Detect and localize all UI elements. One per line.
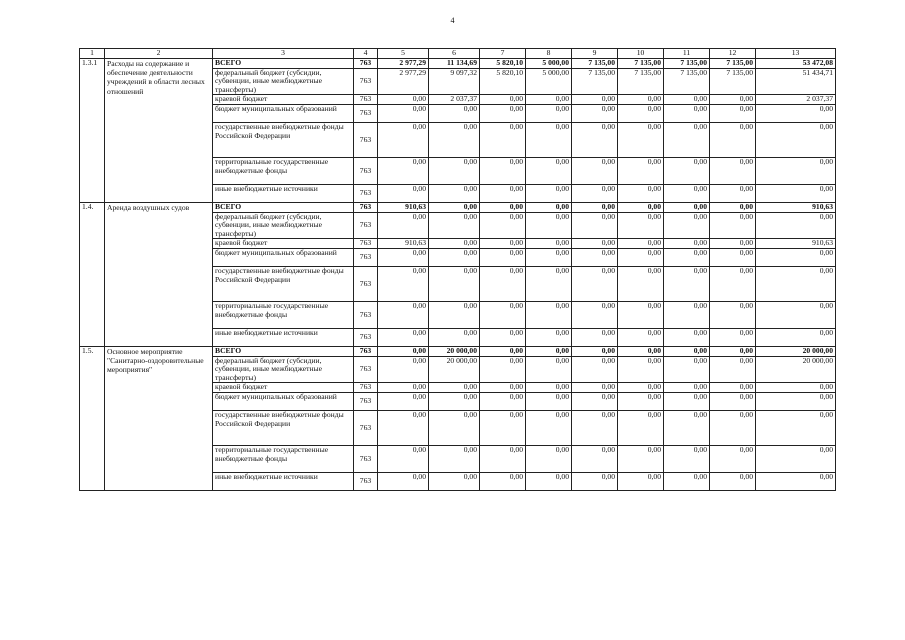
- section-name: Расходы на содержание и обеспечение деятельности учреждений в области лесных отношений: [105, 59, 213, 203]
- section-name: Аренда воздушных судов: [105, 202, 213, 346]
- amount-cell: 0,00: [710, 383, 756, 393]
- kbk-code: 763: [354, 202, 378, 212]
- funding-source: ВСЕГО: [213, 202, 354, 212]
- amount-cell: 0,00: [480, 104, 526, 122]
- amount-cell: 20 000,00: [429, 346, 480, 356]
- amount-cell: 0,00: [572, 184, 618, 202]
- amount-cell: 0,00: [664, 184, 710, 202]
- funding-source: иные внебюджетные источники: [213, 184, 354, 202]
- amount-cell: 0,00: [572, 157, 618, 184]
- total-row: [80, 59, 836, 69]
- amount-cell: 7 135,00: [664, 59, 710, 69]
- funding-source: государственные внебюджетные фонды Российской Федерации: [213, 266, 354, 301]
- amount-cell: 7 135,00: [572, 59, 618, 69]
- column-number: 11: [664, 49, 710, 59]
- amount-cell: 0,00: [526, 410, 572, 445]
- amount-cell: 0,00: [664, 266, 710, 301]
- kbk-code: 763: [354, 346, 378, 356]
- amount-cell: 53 472,08: [756, 59, 836, 69]
- amount-cell: 11 134,69: [429, 59, 480, 69]
- amount-cell: 0,00: [480, 410, 526, 445]
- amount-cell: 0,00: [480, 346, 526, 356]
- budget-table: [79, 48, 836, 491]
- amount-cell: 0,00: [480, 122, 526, 157]
- funding-source: государственные внебюджетные фонды Российской Федерации: [213, 410, 354, 445]
- amount-cell: 0,00: [480, 248, 526, 266]
- column-number: 1: [80, 49, 105, 59]
- amount-cell: 0,00: [572, 472, 618, 490]
- amount-cell: 5 000,00: [526, 68, 572, 95]
- amount-cell: 0,00: [710, 212, 756, 239]
- amount-cell: 0,00: [664, 472, 710, 490]
- amount-cell: 910,63: [756, 202, 836, 212]
- amount-cell: 0,00: [710, 266, 756, 301]
- amount-cell: 0,00: [664, 104, 710, 122]
- amount-cell: 0,00: [618, 445, 664, 472]
- amount-cell: 0,00: [572, 266, 618, 301]
- amount-cell: 0,00: [378, 383, 429, 393]
- amount-cell: 0,00: [378, 212, 429, 239]
- amount-cell: 0,00: [710, 445, 756, 472]
- amount-cell: 9 097,32: [429, 68, 480, 95]
- amount-cell: 2 977,29: [378, 68, 429, 95]
- amount-cell: 0,00: [429, 328, 480, 346]
- amount-cell: 0,00: [572, 212, 618, 239]
- amount-cell: 0,00: [526, 212, 572, 239]
- amount-cell: 0,00: [429, 212, 480, 239]
- amount-cell: 0,00: [710, 472, 756, 490]
- amount-cell: 0,00: [572, 239, 618, 249]
- amount-cell: 0,00: [572, 383, 618, 393]
- amount-cell: 0,00: [378, 410, 429, 445]
- funding-source: бюджет муниципальных образований: [213, 248, 354, 266]
- amount-cell: 0,00: [710, 157, 756, 184]
- amount-cell: 0,00: [710, 239, 756, 249]
- amount-cell: 0,00: [378, 445, 429, 472]
- total-row: [80, 346, 836, 356]
- funding-source: иные внебюджетные источники: [213, 328, 354, 346]
- funding-source: федеральный бюджет (субсидии, субвенции, иные межбюджетные трансферты): [213, 356, 354, 383]
- amount-cell: 0,00: [378, 104, 429, 122]
- amount-cell: 0,00: [664, 445, 710, 472]
- amount-cell: 0,00: [710, 410, 756, 445]
- column-number: 9: [572, 49, 618, 59]
- amount-cell: 0,00: [429, 301, 480, 328]
- amount-cell: 0,00: [572, 328, 618, 346]
- column-number: 6: [429, 49, 480, 59]
- amount-cell: 0,00: [429, 239, 480, 249]
- amount-cell: 0,00: [618, 239, 664, 249]
- amount-cell: 0,00: [378, 184, 429, 202]
- amount-cell: 0,00: [480, 392, 526, 410]
- amount-cell: 5 820,10: [480, 59, 526, 69]
- amount-cell: 0,00: [618, 301, 664, 328]
- amount-cell: 7 135,00: [710, 68, 756, 95]
- amount-cell: 0,00: [664, 328, 710, 346]
- kbk-code: 763: [354, 445, 378, 472]
- kbk-code: 763: [354, 59, 378, 69]
- amount-cell: 0,00: [526, 346, 572, 356]
- amount-cell: 0,00: [526, 104, 572, 122]
- amount-cell: 0,00: [618, 212, 664, 239]
- amount-cell: 0,00: [378, 248, 429, 266]
- kbk-code: 763: [354, 301, 378, 328]
- amount-cell: 0,00: [378, 122, 429, 157]
- amount-cell: 0,00: [618, 104, 664, 122]
- amount-cell: 0,00: [756, 410, 836, 445]
- amount-cell: 2 977,29: [378, 59, 429, 69]
- amount-cell: 0,00: [664, 95, 710, 105]
- funding-source: территориальные государственные внебюджетные фонды: [213, 301, 354, 328]
- funding-source: федеральный бюджет (субсидии, субвенции, иные межбюджетные трансферты): [213, 68, 354, 95]
- amount-cell: 0,00: [664, 239, 710, 249]
- amount-cell: 0,00: [618, 392, 664, 410]
- amount-cell: 0,00: [618, 122, 664, 157]
- kbk-code: 763: [354, 472, 378, 490]
- amount-cell: 2 037,37: [756, 95, 836, 105]
- amount-cell: 0,00: [664, 392, 710, 410]
- amount-cell: 7 135,00: [664, 68, 710, 95]
- column-number: 12: [710, 49, 756, 59]
- funding-source: государственные внебюджетные фонды Российской Федерации: [213, 122, 354, 157]
- amount-cell: 0,00: [618, 266, 664, 301]
- amount-cell: 0,00: [526, 202, 572, 212]
- amount-cell: 0,00: [618, 328, 664, 346]
- amount-cell: 0,00: [572, 301, 618, 328]
- amount-cell: 910,63: [378, 239, 429, 249]
- amount-cell: 0,00: [480, 472, 526, 490]
- funding-source: бюджет муниципальных образований: [213, 104, 354, 122]
- amount-cell: 0,00: [572, 122, 618, 157]
- amount-cell: 0,00: [572, 95, 618, 105]
- amount-cell: 0,00: [526, 122, 572, 157]
- amount-cell: 0,00: [480, 239, 526, 249]
- amount-cell: 0,00: [526, 383, 572, 393]
- column-number: 3: [213, 49, 354, 59]
- column-number: 7: [480, 49, 526, 59]
- amount-cell: 0,00: [378, 472, 429, 490]
- amount-cell: 0,00: [429, 383, 480, 393]
- amount-cell: 0,00: [526, 184, 572, 202]
- section-name: Основное мероприятие "Санитарно-оздоровительные мероприятия": [105, 346, 213, 490]
- amount-cell: 0,00: [618, 356, 664, 383]
- amount-cell: 0,00: [756, 122, 836, 157]
- total-row: [80, 202, 836, 212]
- column-number: 8: [526, 49, 572, 59]
- amount-cell: 0,00: [378, 95, 429, 105]
- amount-cell: 0,00: [618, 472, 664, 490]
- amount-cell: 0,00: [756, 472, 836, 490]
- kbk-code: 763: [354, 68, 378, 95]
- amount-cell: 0,00: [526, 445, 572, 472]
- funding-source: бюджет муниципальных образований: [213, 392, 354, 410]
- kbk-code: 763: [354, 157, 378, 184]
- amount-cell: 0,00: [378, 346, 429, 356]
- amount-cell: 0,00: [378, 266, 429, 301]
- amount-cell: 0,00: [526, 266, 572, 301]
- amount-cell: 0,00: [429, 248, 480, 266]
- amount-cell: 0,00: [480, 266, 526, 301]
- amount-cell: 0,00: [378, 356, 429, 383]
- kbk-code: 763: [354, 410, 378, 445]
- amount-cell: 2 037,37: [429, 95, 480, 105]
- column-number: 13: [756, 49, 836, 59]
- amount-cell: 7 135,00: [618, 59, 664, 69]
- amount-cell: 0,00: [429, 104, 480, 122]
- amount-cell: 0,00: [572, 392, 618, 410]
- amount-cell: 0,00: [572, 346, 618, 356]
- amount-cell: 0,00: [664, 410, 710, 445]
- kbk-code: 763: [354, 383, 378, 393]
- amount-cell: 0,00: [429, 184, 480, 202]
- amount-cell: 0,00: [664, 122, 710, 157]
- kbk-code: 763: [354, 184, 378, 202]
- amount-cell: 910,63: [378, 202, 429, 212]
- amount-cell: 0,00: [756, 301, 836, 328]
- amount-cell: 5 000,00: [526, 59, 572, 69]
- amount-cell: 0,00: [710, 202, 756, 212]
- amount-cell: 0,00: [572, 356, 618, 383]
- amount-cell: 0,00: [429, 392, 480, 410]
- amount-cell: 0,00: [526, 95, 572, 105]
- amount-cell: 0,00: [710, 301, 756, 328]
- amount-cell: 0,00: [756, 383, 836, 393]
- amount-cell: 0,00: [429, 410, 480, 445]
- page-number: 4: [450, 16, 455, 25]
- amount-cell: 0,00: [480, 356, 526, 383]
- amount-cell: 0,00: [710, 356, 756, 383]
- amount-cell: 0,00: [429, 157, 480, 184]
- amount-cell: 0,00: [526, 157, 572, 184]
- amount-cell: 7 135,00: [572, 68, 618, 95]
- amount-cell: 0,00: [618, 95, 664, 105]
- amount-cell: 0,00: [756, 184, 836, 202]
- amount-cell: 0,00: [480, 212, 526, 239]
- kbk-code: 763: [354, 266, 378, 301]
- amount-cell: 0,00: [710, 392, 756, 410]
- kbk-code: 763: [354, 248, 378, 266]
- amount-cell: 0,00: [429, 472, 480, 490]
- amount-cell: 51 434,71: [756, 68, 836, 95]
- column-number: 4: [354, 49, 378, 59]
- amount-cell: 0,00: [526, 248, 572, 266]
- amount-cell: 0,00: [526, 356, 572, 383]
- amount-cell: 0,00: [378, 392, 429, 410]
- amount-cell: 910,63: [756, 239, 836, 249]
- amount-cell: 0,00: [429, 266, 480, 301]
- column-number: 10: [618, 49, 664, 59]
- amount-cell: 0,00: [526, 301, 572, 328]
- amount-cell: 0,00: [618, 410, 664, 445]
- amount-cell: 0,00: [710, 328, 756, 346]
- amount-cell: 0,00: [526, 239, 572, 249]
- amount-cell: 0,00: [664, 356, 710, 383]
- amount-cell: 0,00: [480, 445, 526, 472]
- amount-cell: 0,00: [710, 104, 756, 122]
- amount-cell: 0,00: [378, 301, 429, 328]
- section-code: 1.4.: [80, 202, 105, 346]
- amount-cell: 0,00: [480, 202, 526, 212]
- amount-cell: 0,00: [664, 212, 710, 239]
- amount-cell: 0,00: [526, 472, 572, 490]
- table-body: [80, 59, 836, 491]
- funding-source: территориальные государственные внебюджетные фонды: [213, 157, 354, 184]
- funding-source: краевой бюджет: [213, 95, 354, 105]
- amount-cell: 0,00: [756, 157, 836, 184]
- amount-cell: 20 000,00: [429, 356, 480, 383]
- amount-cell: 0,00: [710, 346, 756, 356]
- kbk-code: 763: [354, 392, 378, 410]
- amount-cell: 0,00: [572, 445, 618, 472]
- amount-cell: 0,00: [756, 445, 836, 472]
- amount-cell: 5 820,10: [480, 68, 526, 95]
- amount-cell: 0,00: [664, 202, 710, 212]
- amount-cell: 0,00: [710, 248, 756, 266]
- amount-cell: 0,00: [756, 392, 836, 410]
- section-code: 1.3.1: [80, 59, 105, 203]
- amount-cell: 0,00: [710, 95, 756, 105]
- funding-source: ВСЕГО: [213, 59, 354, 69]
- amount-cell: 0,00: [480, 301, 526, 328]
- funding-source: территориальные государственные внебюджетные фонды: [213, 445, 354, 472]
- amount-cell: 0,00: [618, 157, 664, 184]
- amount-cell: 0,00: [618, 202, 664, 212]
- amount-cell: 0,00: [710, 122, 756, 157]
- amount-cell: 0,00: [526, 392, 572, 410]
- amount-cell: 7 135,00: [710, 59, 756, 69]
- amount-cell: 0,00: [618, 184, 664, 202]
- amount-cell: 0,00: [664, 157, 710, 184]
- column-number: 5: [378, 49, 429, 59]
- amount-cell: 0,00: [480, 328, 526, 346]
- amount-cell: 0,00: [480, 184, 526, 202]
- amount-cell: 0,00: [378, 328, 429, 346]
- amount-cell: 0,00: [756, 248, 836, 266]
- section-code: 1.5.: [80, 346, 105, 490]
- amount-cell: 0,00: [618, 346, 664, 356]
- amount-cell: 0,00: [618, 248, 664, 266]
- amount-cell: 0,00: [572, 104, 618, 122]
- amount-cell: 0,00: [572, 202, 618, 212]
- amount-cell: 0,00: [480, 383, 526, 393]
- amount-cell: 0,00: [756, 212, 836, 239]
- kbk-code: 763: [354, 95, 378, 105]
- funding-source: краевой бюджет: [213, 383, 354, 393]
- amount-cell: 0,00: [526, 328, 572, 346]
- funding-source: краевой бюджет: [213, 239, 354, 249]
- amount-cell: 0,00: [756, 328, 836, 346]
- kbk-code: 763: [354, 122, 378, 157]
- column-number-row: [80, 49, 836, 59]
- funding-source: федеральный бюджет (субсидии, субвенции, иные межбюджетные трансферты): [213, 212, 354, 239]
- amount-cell: 0,00: [480, 95, 526, 105]
- amount-cell: 0,00: [572, 248, 618, 266]
- amount-cell: 0,00: [429, 445, 480, 472]
- amount-cell: 0,00: [664, 383, 710, 393]
- amount-cell: 0,00: [756, 104, 836, 122]
- amount-cell: 0,00: [664, 346, 710, 356]
- kbk-code: 763: [354, 104, 378, 122]
- kbk-code: 763: [354, 328, 378, 346]
- amount-cell: 0,00: [756, 266, 836, 301]
- kbk-code: 763: [354, 212, 378, 239]
- kbk-code: 763: [354, 239, 378, 249]
- amount-cell: 0,00: [664, 248, 710, 266]
- amount-cell: 20 000,00: [756, 346, 836, 356]
- funding-source: иные внебюджетные источники: [213, 472, 354, 490]
- amount-cell: 7 135,00: [618, 68, 664, 95]
- amount-cell: 0,00: [429, 122, 480, 157]
- column-number: 2: [105, 49, 213, 59]
- amount-cell: 0,00: [480, 157, 526, 184]
- amount-cell: 0,00: [429, 202, 480, 212]
- amount-cell: 20 000,00: [756, 356, 836, 383]
- amount-cell: 0,00: [664, 301, 710, 328]
- kbk-code: 763: [354, 356, 378, 383]
- amount-cell: 0,00: [618, 383, 664, 393]
- funding-source: ВСЕГО: [213, 346, 354, 356]
- amount-cell: 0,00: [378, 157, 429, 184]
- amount-cell: 0,00: [710, 184, 756, 202]
- amount-cell: 0,00: [572, 410, 618, 445]
